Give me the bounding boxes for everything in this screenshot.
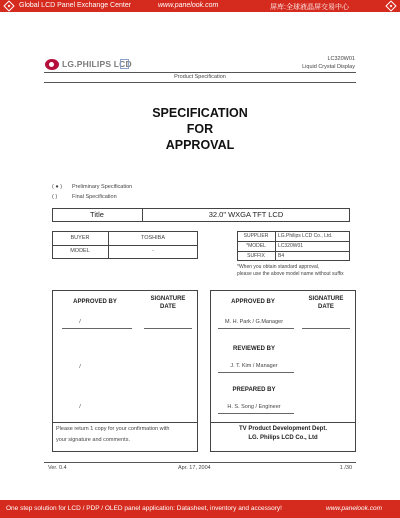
footer-divider: [44, 462, 356, 463]
buyer-approved-by: APPROVED BY: [73, 299, 117, 305]
header-divider: [44, 82, 356, 83]
dept-name: TV Product Development Dept.: [238, 426, 327, 432]
buyer-signature-1: /: [79, 319, 81, 325]
preliminary-label: Preliminary Specification: [72, 184, 133, 190]
supplier-approved-by: APPROVED BY: [231, 299, 275, 305]
preliminary-mark: ( ● ): [52, 184, 63, 190]
supplier-model-value: LC320W01: [278, 243, 304, 249]
title-label: Title: [90, 210, 104, 219]
note-line1: *When you obtain standard approval,: [237, 264, 320, 270]
prepared-by-label: PREPARED BY: [232, 387, 276, 393]
supplier-date-label: DATE: [318, 304, 334, 310]
document-date: Apr. 17, 2004: [178, 465, 211, 471]
approver-name: M. H. Park / G.Manager: [224, 319, 284, 325]
diamond-icon: [385, 0, 396, 11]
buyer-signature-label: SIGNATURE: [150, 296, 186, 302]
banner-left-text: Global LCD Panel Exchange Center: [19, 2, 132, 9]
top-banner: [0, 0, 400, 12]
buyer-signature-2: /: [79, 364, 81, 370]
logo-badge-icon: [120, 59, 129, 69]
buyer-value: TOSHIBA: [140, 235, 166, 241]
section-title: Product Specification: [174, 74, 226, 80]
supplier-signature-label: SIGNATURE: [308, 296, 344, 302]
version: Ver. 0.4: [48, 465, 67, 471]
company-logo: LG.PHILIPS LCD: [62, 59, 132, 69]
page-number: 1 /30: [339, 465, 352, 471]
bottom-banner: [0, 500, 400, 518]
supplier-label: SUPPLIER: [243, 233, 269, 239]
buyer-signature-3: /: [79, 404, 81, 410]
diamond-icon: [3, 0, 14, 11]
title-value: 32.0" WXGA TFT LCD: [208, 210, 284, 219]
buyer-label: BUYER: [70, 235, 90, 241]
buyer-date-label: DATE: [160, 304, 176, 310]
buyer-model-label: MODEL: [70, 248, 90, 254]
bottom-banner-text: One step solution for LCD / PDP / OLED panel application: Datasheet, inventory and accessory!: [6, 505, 282, 512]
suffix-value: B4: [278, 253, 285, 259]
supplier-value: LG.Philips LCD Co., Ltd.: [278, 233, 333, 239]
suffix-label: SUFFIX: [247, 253, 265, 259]
title-line2: FOR: [186, 122, 214, 136]
buyer-model-value: -: [152, 248, 154, 254]
note-line2: please use the above model name without suffix: [237, 271, 344, 277]
banner-link[interactable]: www.panelook.com: [158, 2, 219, 9]
return-note-line1: Please return 1 copy for your confirmation with: [56, 426, 170, 432]
lg-logo-icon: [45, 59, 59, 70]
return-note-line2: your signature and comments.: [56, 437, 130, 443]
company-name: LG. Philips LCD Co., Ltd: [248, 435, 318, 441]
bottom-banner-link[interactable]: www.panelook.com: [326, 505, 382, 512]
banner-right-text: 屏库:全球液晶屏交易中心: [270, 4, 349, 11]
final-mark: ( ): [52, 194, 58, 200]
product-type: Liquid Crystal Display: [302, 64, 355, 70]
header-divider: [44, 72, 356, 73]
model-number: LC320W01: [327, 56, 355, 62]
final-label: Final Specification: [72, 194, 117, 200]
preparer-name: H. S. Song / Engineer: [227, 404, 281, 410]
reviewer-name: J. T. Kim / Manager: [230, 363, 278, 369]
supplier-model-label: *MODEL: [246, 243, 266, 249]
title-line3: APPROVAL: [165, 138, 235, 152]
reviewed-by-label: REVIEWED BY: [232, 346, 275, 352]
title-line1: SPECIFICATION: [152, 106, 248, 120]
